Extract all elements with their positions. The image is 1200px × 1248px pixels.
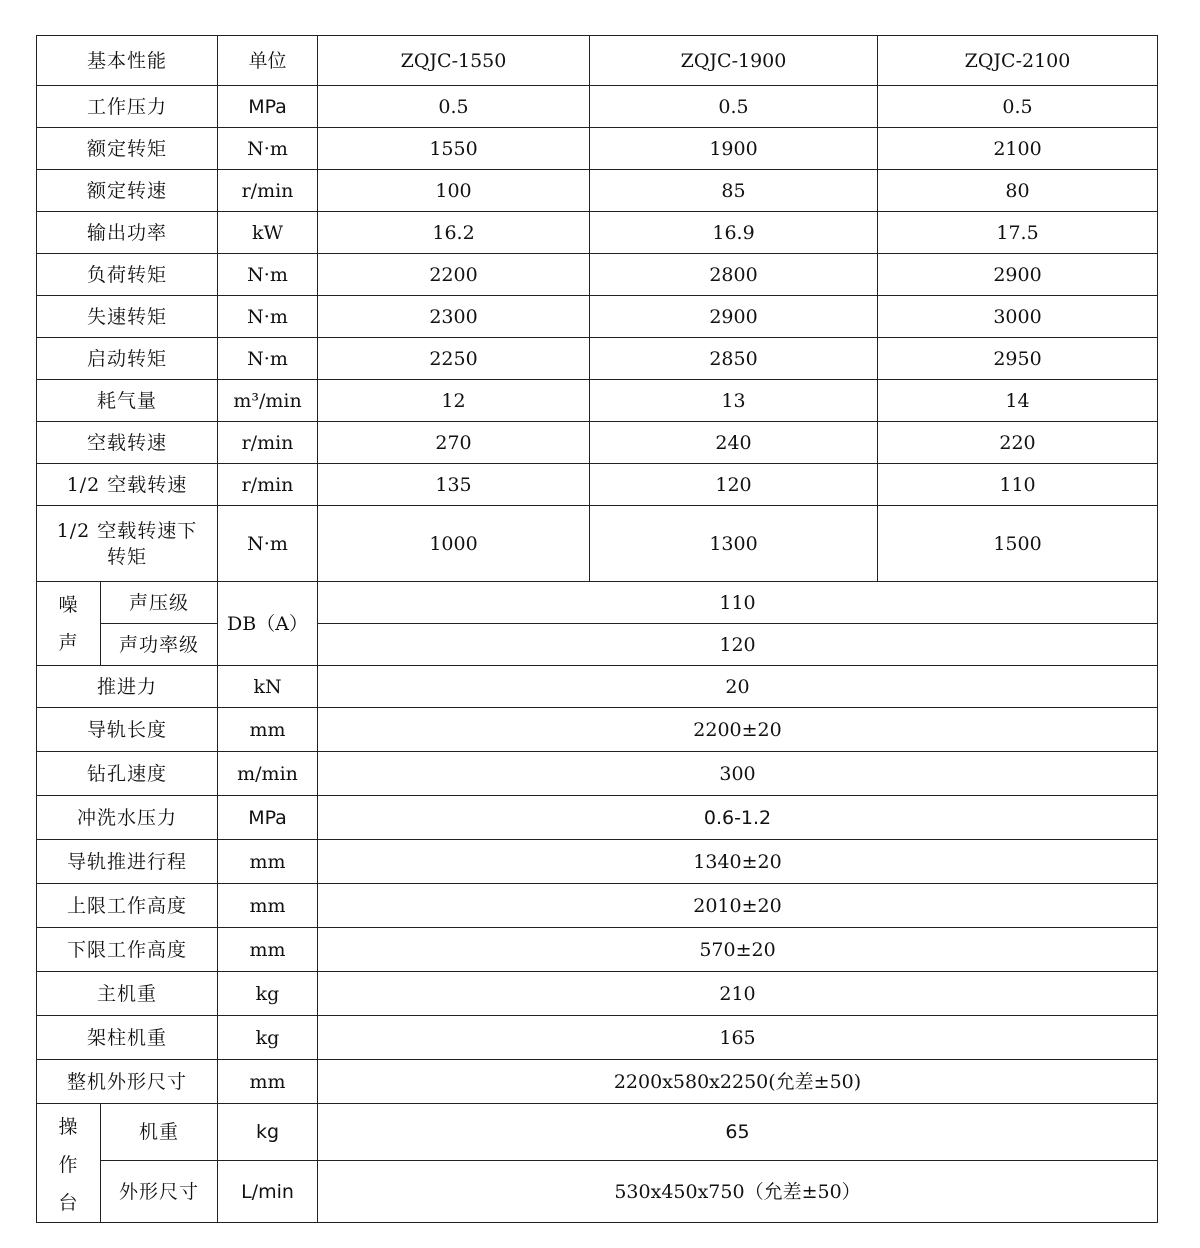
table-row — [37, 464, 1158, 506]
row-unit: kg — [218, 1016, 318, 1060]
row-label: 空载转速 — [37, 422, 218, 464]
row-label: 工作压力 — [37, 86, 218, 128]
row-value: 2850 — [590, 338, 878, 380]
row-value: 165 — [318, 1016, 1158, 1060]
table-row — [37, 884, 1158, 928]
row-value: 0.5 — [318, 86, 590, 128]
table-row — [37, 666, 1158, 708]
table-row — [37, 1060, 1158, 1104]
row-unit: N·m — [218, 128, 318, 170]
row-unit: N·m — [218, 506, 318, 582]
table-row — [37, 422, 1158, 464]
header-model-1: ZQJC-1550 — [318, 36, 590, 86]
row-value: 2900 — [590, 296, 878, 338]
row-unit: MPa — [218, 796, 318, 840]
row-unit: mm — [218, 708, 318, 752]
row-value: 0.5 — [878, 86, 1158, 128]
table-row — [37, 170, 1158, 212]
table-row — [37, 212, 1158, 254]
row-value: 1300 — [590, 506, 878, 582]
noise-group-label: 噪声 — [37, 582, 101, 666]
row-value: 1500 — [878, 506, 1158, 582]
row-unit: MPa — [218, 86, 318, 128]
header-param: 基本性能 — [37, 36, 218, 86]
row-value: 14 — [878, 380, 1158, 422]
row-value: 570±20 — [318, 928, 1158, 972]
row-unit: kg — [218, 972, 318, 1016]
row-label: 钻孔速度 — [37, 752, 218, 796]
console-unit: L/min — [218, 1161, 318, 1223]
table-row — [37, 506, 1158, 582]
row-value: 17.5 — [878, 212, 1158, 254]
row-unit: mm — [218, 928, 318, 972]
row-unit: r/min — [218, 422, 318, 464]
row-unit: m/min — [218, 752, 318, 796]
row-value: 270 — [318, 422, 590, 464]
row-unit: mm — [218, 884, 318, 928]
row-value: 2200±20 — [318, 708, 1158, 752]
table-row — [37, 128, 1158, 170]
noise-sub-label: 声压级 — [101, 582, 218, 624]
row-label: 失速转矩 — [37, 296, 218, 338]
row-value: 2950 — [878, 338, 1158, 380]
row-label: 推进力 — [37, 666, 218, 708]
noise-unit: DB（A） — [218, 582, 318, 666]
row-value: 2800 — [590, 254, 878, 296]
console-value: 530x450x750（允差±50） — [318, 1161, 1158, 1223]
row-value: 2010±20 — [318, 884, 1158, 928]
row-value: 2300 — [318, 296, 590, 338]
row-value: 2900 — [878, 254, 1158, 296]
table-row — [37, 928, 1158, 972]
row-label: 架柱机重 — [37, 1016, 218, 1060]
row-unit: N·m — [218, 296, 318, 338]
row-label: 导轨长度 — [37, 708, 218, 752]
row-label: 冲洗水压力 — [37, 796, 218, 840]
console-row — [37, 1104, 1158, 1161]
row-value: 2250 — [318, 338, 590, 380]
noise-sub-label: 声功率级 — [101, 624, 218, 666]
row-label: 输出功率 — [37, 212, 218, 254]
row-value: 2200x580x2250(允差±50) — [318, 1060, 1158, 1104]
row-value: 2200 — [318, 254, 590, 296]
noise-value: 120 — [318, 624, 1158, 666]
table-row — [37, 254, 1158, 296]
header-model-3: ZQJC-2100 — [878, 36, 1158, 86]
table-row — [37, 296, 1158, 338]
row-value: 20 — [318, 666, 1158, 708]
row-value: 1900 — [590, 128, 878, 170]
row-value: 110 — [878, 464, 1158, 506]
row-unit: mm — [218, 840, 318, 884]
table-row — [37, 380, 1158, 422]
row-unit: kN — [218, 666, 318, 708]
row-unit: mm — [218, 1060, 318, 1104]
row-value: 0.5 — [590, 86, 878, 128]
row-label: 上限工作高度 — [37, 884, 218, 928]
table-row — [37, 840, 1158, 884]
row-unit: N·m — [218, 254, 318, 296]
row-label: 1/2 空载转速 — [37, 464, 218, 506]
row-value: 220 — [878, 422, 1158, 464]
row-value: 1340±20 — [318, 840, 1158, 884]
row-unit: m³/min — [218, 380, 318, 422]
row-label: 耗气量 — [37, 380, 218, 422]
row-value: 16.2 — [318, 212, 590, 254]
noise-value: 110 — [318, 582, 1158, 624]
noise-row — [37, 582, 1158, 624]
row-value: 300 — [318, 752, 1158, 796]
row-value: 2100 — [878, 128, 1158, 170]
table-row — [37, 1016, 1158, 1060]
row-value: 210 — [318, 972, 1158, 1016]
noise-row — [37, 624, 1158, 666]
row-value: 1550 — [318, 128, 590, 170]
row-value: 100 — [318, 170, 590, 212]
row-value: 135 — [318, 464, 590, 506]
console-group-label: 操作台 — [37, 1104, 101, 1223]
row-label: 负荷转矩 — [37, 254, 218, 296]
row-unit: r/min — [218, 464, 318, 506]
row-value: 85 — [590, 170, 878, 212]
row-value: 0.6-1.2 — [318, 796, 1158, 840]
table-row — [37, 708, 1158, 752]
row-label: 导轨推进行程 — [37, 840, 218, 884]
row-value: 13 — [590, 380, 878, 422]
table-row — [37, 86, 1158, 128]
header-model-2: ZQJC-1900 — [590, 36, 878, 86]
row-value: 3000 — [878, 296, 1158, 338]
row-label: 1/2 空载转速下转矩 — [37, 506, 218, 582]
row-label: 主机重 — [37, 972, 218, 1016]
table-row — [37, 752, 1158, 796]
console-value: 65 — [318, 1104, 1158, 1161]
row-value: 80 — [878, 170, 1158, 212]
table-row — [37, 338, 1158, 380]
row-label: 额定转矩 — [37, 128, 218, 170]
spec-table — [36, 35, 1158, 1223]
row-value: 12 — [318, 380, 590, 422]
header-unit: 单位 — [218, 36, 318, 86]
row-unit: r/min — [218, 170, 318, 212]
header-row — [37, 36, 1158, 86]
row-label: 整机外形尺寸 — [37, 1060, 218, 1104]
console-sub-label: 外形尺寸 — [101, 1161, 218, 1223]
row-unit: N·m — [218, 338, 318, 380]
row-label: 下限工作高度 — [37, 928, 218, 972]
console-sub-label: 机重 — [101, 1104, 218, 1161]
row-value: 1000 — [318, 506, 590, 582]
row-label: 额定转速 — [37, 170, 218, 212]
table-row — [37, 972, 1158, 1016]
console-unit: kg — [218, 1104, 318, 1161]
console-row — [37, 1161, 1158, 1223]
row-label: 启动转矩 — [37, 338, 218, 380]
table-row — [37, 796, 1158, 840]
row-value: 120 — [590, 464, 878, 506]
row-unit: kW — [218, 212, 318, 254]
row-value: 16.9 — [590, 212, 878, 254]
row-value: 240 — [590, 422, 878, 464]
